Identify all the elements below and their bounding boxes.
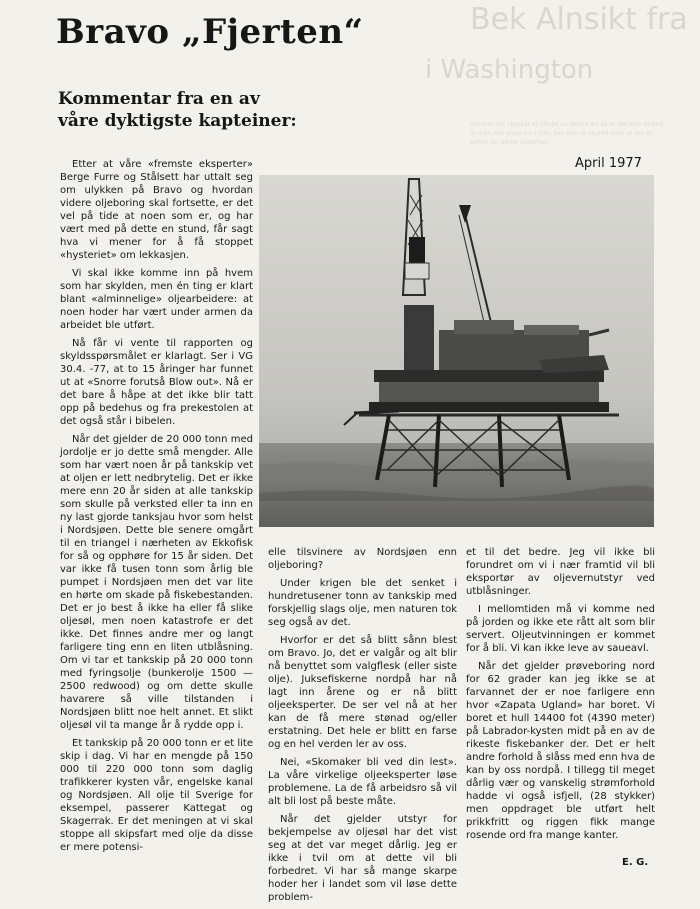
paragraph: I mellomtiden må vi komme ned på jorden og ikke ete rått alt som blir servert. Oljeutvinningen er kommet for å bli. Vi kan ikke leve av saueavl. xyxy=(466,604,655,654)
subtitle-line-2: våre dyktigste kapteiner: xyxy=(58,111,297,131)
paragraph: et til det bedre. Jeg vil ikke bli forundret om vi i nær framtid vil bli eksportør av oljevernutstyr ved utblåsninger. xyxy=(466,547,655,597)
paragraph: Når det gjelder de 20 000 tonn med jordolje er jo dette små mengder. Alle som har vært noen år på tankskip vet at oljen er lett nedbrytelig. Det er ikke mere enn 20 år siden at alle tankskip som skulle på verksted eller ta inn en ny last gjorde tanksjau hvor som helst i Nordsjøen. Dette ble senere omgårt til en triangel i nærheten av Ekkofisk for så og opphøre for 15 år siden. Det var ikke få tusen tonn som årlig ble pumpet i Nordsjøen men det var lite en hørte om skade på fiskebestanden. Det er jo best å ikke ha eller få slike oljesøl, men noen katastrofe er det ikke. Det finnes andre mer og langt farligere ting enn en liten utblåsning. Om vi tar et tankskip på 20 000 tonn med fyringsolje (bunkerolje 1500 — 2500 redwood) og om dette skulle havarere så ville tilstanden i Nordsjøen blitt noe helt annet. Et slikt oljesøl vil ta mange år å rydde opp i. xyxy=(60,434,253,731)
subtitle-line-1: Kommentar fra en av xyxy=(58,89,260,109)
paragraph: Nei, «Skomaker bli ved din lest». La våre virkelige oljeeksperter løse problemene. La de få arbeidsro så vil alt bli lost på beste måte. xyxy=(268,757,457,807)
paragraph: Under krigen ble det senket i hundretusener tonn av tankskip med forskjellig slags olje, men naturen tok seg også av det. xyxy=(268,578,457,628)
article-column-1 xyxy=(60,158,253,859)
oil-platform-photo xyxy=(259,175,654,527)
paragraph: elle tilsvinere av Nordsjøen enn oljeboring? xyxy=(268,547,457,571)
article-title: Bravo „Fjerten“ xyxy=(56,12,364,52)
article-date: April 1977 xyxy=(575,156,642,171)
bleed-through-subheading: i Washington xyxy=(425,55,594,85)
article-column-2 xyxy=(268,546,457,909)
bleed-through-text: Dersom det oppstår et tilfelle av denne art så er det ikke sikkert at man kan gripe inn i tide. Det som er skjedd viser at det er behov for bedre sikkerhet. xyxy=(470,121,664,146)
bleed-through-heading: Bek Alnsikt fra xyxy=(470,2,688,37)
paragraph: Hvorfor er det så blitt sånn blest om Bravo. Jo, det er valgår og alt blir nå benyttet som valgflesk (eller siste olje). Juksefiskerne nordpå har nå lagt inn årene og er nå blitt oljeeksperter. De ser vel nå at her kan de få mere stønad og/eller erstatning. Det hele er blitt en farse og en hel verden ler av oss. xyxy=(268,635,457,750)
paragraph: Etter at våre «fremste eksperter» Berge Furre og Stålsett har uttalt seg om ulykken på Bravo og hvordan videre oljeboring skal fortsette, er det vel på tide at noen som er, og har vært med på dette en stund, får sagt hva vi mener for å få stoppet «hysteriet» om lekkasjen. xyxy=(60,159,253,261)
author-signature: E. G. xyxy=(622,857,649,868)
article-subtitle xyxy=(58,88,297,132)
article-column-3 xyxy=(466,546,655,847)
paragraph: Nå får vi vente til rapporten og skyldsspørsmålet er klarlagt. Ser i VG 30.4. -77, at to 15 åringer har funnet ut at «Snorre forutså Blow out». Nå er det bare å håpe at det ikke blir tatt opp på bedehus og fra prekestolen at det også står i bibelen. xyxy=(60,338,253,427)
paragraph: Vi skal ikke komme inn på hvem som har skylden, men én ting er klart blant «alminnelige» oljearbeidere: at noen hoder har vært under armen da arbeidet ble utført. xyxy=(60,268,253,331)
paragraph: Et tankskip på 20 000 tonn er et lite skip i dag. Vi har en mengde på 150 000 til 220 000 tonn som daglig trafikkerer kysten vår, engelske kanal og Nordsjøen. All olje til Sverige for eksempel, passerer Kattegat og Skagerrak. Er det meningen at vi skal stoppe all skipsfart med olje da disse er mere potensi- xyxy=(60,738,253,853)
paragraph: Når det gjelder prøveboring nord for 62 grader kan jeg ikke se at farvannet der er noe farligere enn hvor «Zapata Ugland» har boret. Vi boret et hull 14400 fot (4390 meter) på Labrador-kysten midt på en av de rikeste fiskebanker der. Det er helt andre forhold å slåss med enn hva de kan by oss nordpå. I tillegg til meget dårlig vær og vanskelig strømforhold hadde vi også isfjell, (28 stykker) men oppdraget ble utført helt prikkfritt og riggen fikk mange rosende ord fra mange kanter. xyxy=(466,661,655,841)
oil-platform-icon xyxy=(259,175,654,527)
paragraph: Når det gjelder utstyr for bekjempelse av oljesøl har det vist seg at det var meget dårlig. Jeg er ikke i tvil om at dette vil bli forbedret. Vi har så mange skarpe hoder her i landet som vil løse dette problem- xyxy=(268,814,457,903)
